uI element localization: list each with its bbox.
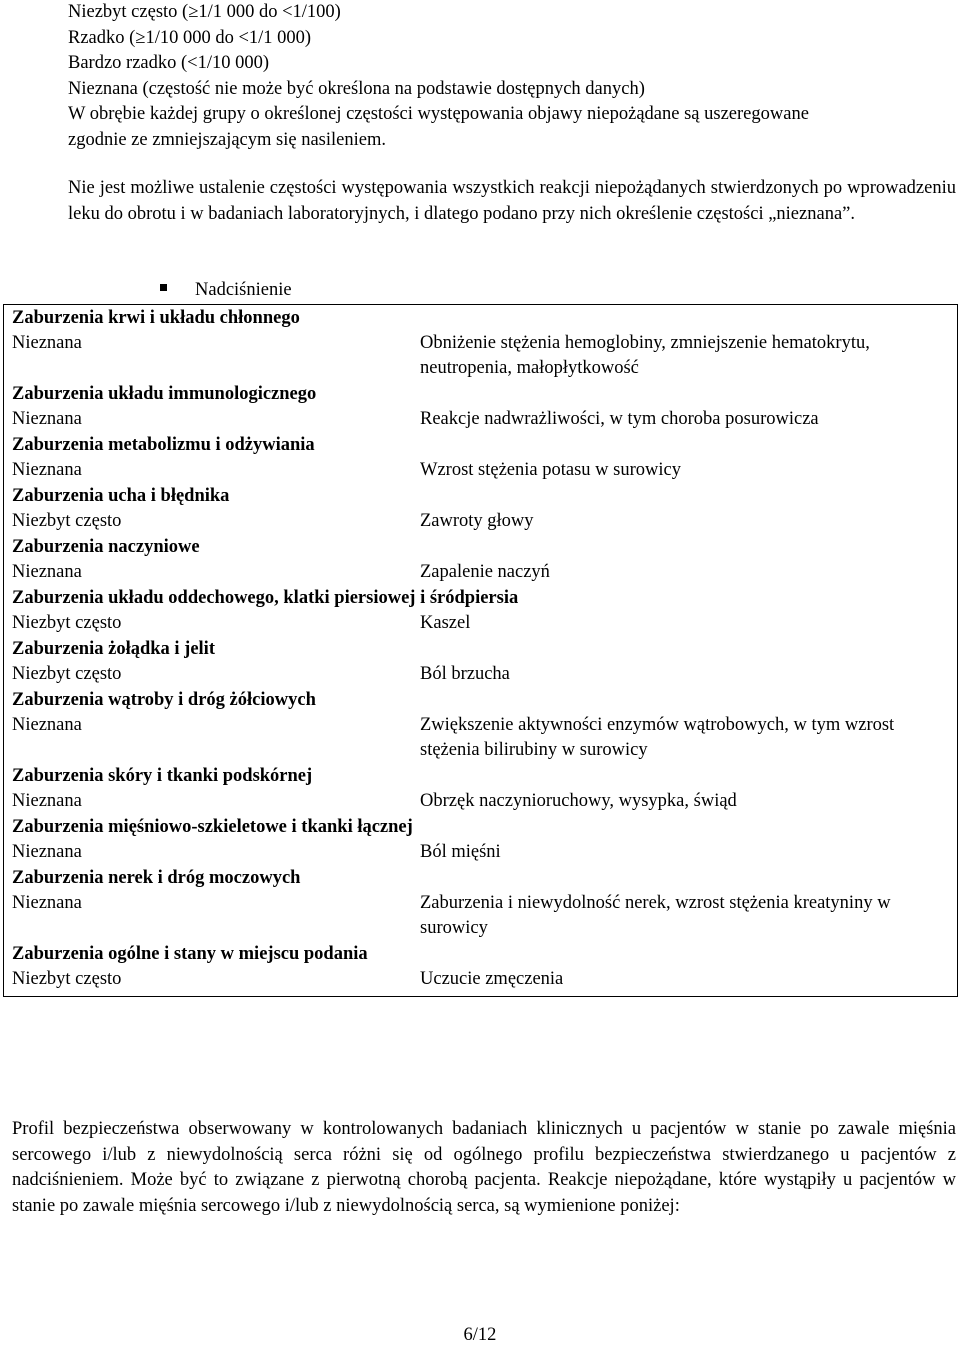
section-header-row <box>4 814 958 840</box>
table-row <box>4 840 958 865</box>
section-header-row <box>4 483 958 509</box>
section-header-row <box>4 636 958 662</box>
legend-line: Niezbyt często (≥1/1 000 do <1/100) <box>68 2 341 22</box>
bullet-heading-text: Nadciśnienie <box>195 280 292 300</box>
section-title: Zaburzenia nerek i dróg moczowych <box>12 868 301 888</box>
section-title: Zaburzenia metabolizmu i odżywiania <box>12 435 315 455</box>
effect-cell: Zawroty głowy <box>420 511 534 531</box>
effect-cell: Zwiększenie aktywności enzymów wątrobowych, w tym wzrost stężenia bilirubiny w surowicy <box>420 715 895 760</box>
table-row <box>4 891 958 941</box>
frequency-legend <box>68 0 956 153</box>
square-bullet-icon <box>160 284 167 291</box>
effect-cell: Wzrost stężenia potasu w surowicy <box>420 460 681 480</box>
section-title: Zaburzenia naczyniowe <box>12 537 200 557</box>
section-title: Zaburzenia krwi i układu chłonnego <box>12 308 300 328</box>
effect-cell: Zapalenie naczyń <box>420 562 550 582</box>
effect-cell: Obniżenie stężenia hemoglobiny, zmniejszenie hematokrytu, neutropenia, małopłytkowość <box>420 333 870 378</box>
table-row <box>4 789 958 814</box>
section-header-row <box>4 687 958 713</box>
section-title: Zaburzenia mięśniowo-szkieletowe i tkanki łącznej <box>12 817 413 837</box>
section-title: Zaburzenia układu oddechowego, klatki piersiowej i śródpiersia <box>12 588 519 608</box>
legend-line: Bardzo rzadko (<1/10 000) <box>68 53 270 73</box>
table-row <box>4 458 958 483</box>
effect-cell: Zaburzenia i niewydolność nerek, wzrost stężenia kreatyniny w surowicy <box>420 893 891 938</box>
frequency-cell: Niezbyt często <box>12 613 122 633</box>
table-row <box>4 611 958 636</box>
frequency-cell: Nieznana <box>12 791 82 811</box>
frequency-cell: Niezbyt często <box>12 511 122 531</box>
section-title: Zaburzenia ogólne i stany w miejscu podania <box>12 944 368 964</box>
frequency-note-paragraph: Nie jest możliwe ustalenie częstości występowania wszystkich reakcji niepożądanych stwierdzonych po wprowadzeniu leku do obrotu i w badaniach laboratoryjnych, i dlatego podano przy nich określenie częstości „nieznana”. <box>68 178 956 224</box>
frequency-cell: Nieznana <box>12 715 82 735</box>
legend-line: zgodnie ze zmniejszającym się nasileniem. <box>68 129 386 150</box>
section-title: Zaburzenia skóry i tkanki podskórnej <box>12 766 313 786</box>
section-header-row <box>4 381 958 407</box>
table-row <box>4 662 958 687</box>
adverse-reactions-table <box>3 304 958 997</box>
table-row <box>4 560 958 585</box>
frequency-cell: Nieznana <box>12 842 82 862</box>
page-number: 6/12 <box>463 1325 497 1345</box>
effect-cell: Uczucie zmęczenia <box>420 969 564 989</box>
safety-profile-paragraph: Profil bezpieczeństwa obserwowany w kontrolowanych badaniach klinicznych u pacjentów w stanie po zawale mięśnia sercowego i/lub z niewydolnością serca różni się od ogólnego profilu bezpieczeństwa stwierdzanego u pacjentów z nadciśnieniem. Może być to związane z pierwotną chorobą pacjenta. Reakcje niepożądane, które wystąpiły u pacjentów w stanie po zawale mięśnia sercowego i/lub z niewydolnością serca, są wymienione poniżej: <box>12 1119 956 1216</box>
legend-line: W obrębie każdej grupy o określonej częstości występowania objawy niepożądane są uszeregowane <box>68 104 809 124</box>
frequency-cell: Niezbyt często <box>12 969 122 989</box>
legend-line: Rzadko (≥1/10 000 do <1/1 000) <box>68 27 312 48</box>
section-header-row <box>4 941 958 967</box>
table-row <box>4 331 958 381</box>
frequency-cell: Niezbyt często <box>12 664 122 684</box>
section-title: Zaburzenia układu immunologicznego <box>12 384 317 404</box>
effect-cell: Ból mięśni <box>420 842 501 862</box>
section-header-row <box>4 865 958 891</box>
section-header-row <box>4 432 958 458</box>
table-row <box>4 713 958 763</box>
frequency-cell: Nieznana <box>12 333 82 353</box>
table-row <box>4 407 958 432</box>
frequency-cell: Nieznana <box>12 409 82 429</box>
section-header-row <box>4 585 958 611</box>
section-header-row <box>4 534 958 560</box>
effect-cell: Ból brzucha <box>420 664 510 684</box>
section-title: Zaburzenia żołądka i jelit <box>12 639 215 659</box>
table-row <box>4 509 958 534</box>
frequency-cell: Nieznana <box>12 460 82 480</box>
section-header-row <box>4 305 958 332</box>
effect-cell: Kaszel <box>420 613 471 633</box>
effect-cell: Reakcje nadwrażliwości, w tym choroba posurowicza <box>420 409 819 429</box>
effect-cell: Obrzęk naczynioruchowy, wysypka, świąd <box>420 791 737 811</box>
adverse-reactions-table-body <box>4 305 958 997</box>
section-header-row <box>4 763 958 789</box>
table-row <box>4 967 958 997</box>
frequency-cell: Nieznana <box>12 893 82 913</box>
section-title: Zaburzenia ucha i błędnika <box>12 486 230 506</box>
section-title: Zaburzenia wątroby i dróg żółciowych <box>12 690 316 710</box>
bullet-heading <box>160 278 292 303</box>
legend-line: Nieznana (częstość nie może być określona na podstawie dostępnych danych) <box>68 78 645 99</box>
frequency-cell: Nieznana <box>12 562 82 582</box>
